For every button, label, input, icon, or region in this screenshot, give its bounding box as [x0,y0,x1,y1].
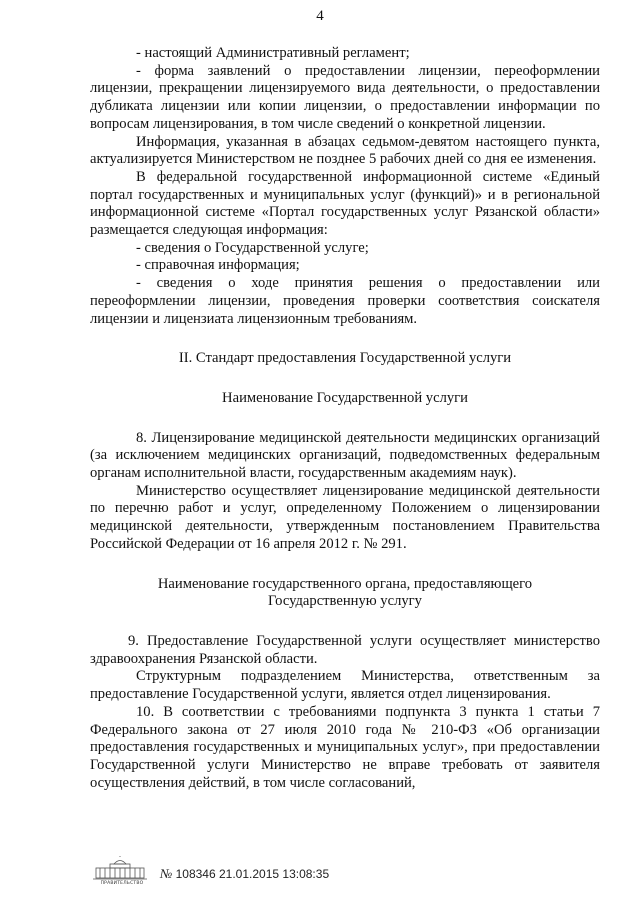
paragraph: 9. Предоставление Государственной услуги осуществляет министерство здравоохранения Рязанской области. [90,632,600,667]
paragraph: Информация, указанная в абзацах седьмом-девятом настоящего пункта, актуализируется Министерством не позднее 5 рабочих дней со дня ее изменения. [90,133,600,168]
paragraph: Структурным подразделением Министерства, ответственным за предоставление Государственной услуги, является отдел лицензирования. [90,668,600,703]
paragraph: - сведения о ходе принятия решения о предоставлении или переоформлении лицензии, проведения проверки соответствия соискателя лицензии и лицензиата лицензионным требованиям. [90,275,600,327]
document-body [90,45,600,792]
paragraph: В федеральной государственной информационной системе «Единый портал государственных и муниципальных услуг (функций)» и в региональной информационной системе «Портал государственных услуг Рязанской области» размещается следующая информация: [90,168,600,239]
document-date: 21.01.2015 [219,867,280,881]
paragraph: - сведения о Государственной услуге; [136,239,369,256]
document-stamp [160,866,329,882]
emblem-caption: ПРАВИТЕЛЬСТВО [100,881,144,886]
subsection-title-line: Государственную услугу [268,593,422,610]
paragraph: 8. Лицензирование медицинской деятельности медицинских организаций (за исключением медицинских организаций, подведомственных федеральным органам исполнительной власти, государственным академиям наук). [90,429,600,482]
paragraph: - настоящий Административный регламент; [136,45,410,61]
subsection-title: Наименование Государственной услуги [222,389,468,406]
document-footer [90,856,510,890]
section-title: II. Стандарт предоставления Государственной услуги [178,350,512,367]
subsection-title-line: Наименование государственного органа, предоставляющего [157,575,533,592]
paragraph: - форма заявлений о предоставлении лицензии, переоформлении лицензии, прекращении лицензируемого вида деятельности, о предоставлении дубликата лицензии или копии лицензии, о предоставлении информации по вопросам лицензирования, в том числе сведений о конкретной лицензии. [90,62,600,132]
page-number: 4 [316,8,324,24]
number-sign: № [160,866,173,881]
subsection-title [90,576,600,611]
paragraph: - справочная информация; [136,257,300,274]
paragraph: Министерство осуществляет лицензирование медицинской деятельности по перечню работ и услуг, определенному Положением о лицензировании медицинской деятельности, утвержденным постановлением Правительства Российской Федерации от 16 апреля 2012 г. № 291. [90,482,600,552]
paragraph: 10. В соответствии с требованиями подпункта 3 пункта 1 статьи 7 Федерального закона от 27 июля 2010 года № 210-ФЗ «Об организации предоставления государственных и муниципальных услуг», при предоставлении Государственной услуги Министерство не вправе требовать от заявителя осуществления действий, в том числе согласований, [90,703,600,791]
document-time: 13:08:35 [282,867,330,881]
document-number: 108346 [175,867,216,881]
